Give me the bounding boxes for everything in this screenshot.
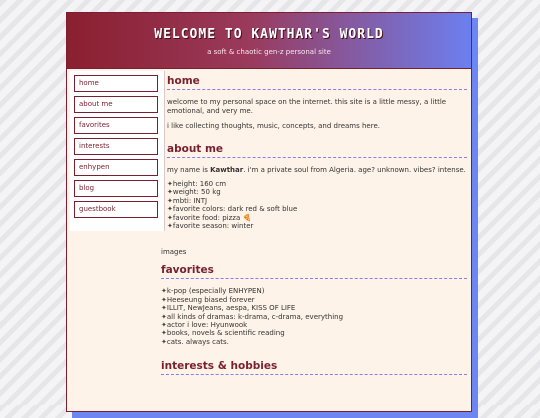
- about-intro-pre: my name is: [167, 166, 211, 174]
- list-item: ✦ favorite food: pizza 🍕: [167, 214, 467, 222]
- list-item: ✦ ILLIT, NewJeans, aespa, KISS OF LIFE: [161, 304, 467, 312]
- main-content: [161, 75, 467, 375]
- about-intro-name: Kawthar: [210, 166, 244, 174]
- list-item: ✦ all kinds of dramas: k-drama, c-drama, everything: [161, 313, 467, 321]
- about-intro: [167, 166, 467, 175]
- nav-item-interests[interactable]: interests: [74, 138, 158, 155]
- about-intro-post: . i'm a private soul from Algeria. age? unknown. vibes? intense.: [243, 166, 466, 174]
- site-header: [67, 13, 471, 69]
- nav-item-favorites[interactable]: favorites: [74, 117, 158, 134]
- list-item: ✦ weight: 50 kg: [167, 188, 467, 196]
- nav-item-blog[interactable]: blog: [74, 180, 158, 197]
- nav-item-guestbook[interactable]: guestbook: [74, 201, 158, 218]
- list-item: ✦ Heeseung biased forever: [161, 296, 467, 304]
- list-item: ✦ height: 160 cm: [167, 180, 467, 188]
- nav-item-about-me[interactable]: about me: [74, 96, 158, 113]
- site-title: WELCOME TO KAWTHAR'S WORLD: [154, 27, 384, 42]
- list-item: ✦ cats. always cats.: [161, 338, 467, 346]
- list-item: ✦ actor i love: Hyunwook: [161, 321, 467, 329]
- list-item: ✦ books, novels & scientific reading: [161, 329, 467, 337]
- nav-item-home[interactable]: home: [74, 75, 158, 92]
- list-item: ✦ mbti: INTJ: [167, 197, 467, 205]
- images-label: images: [161, 248, 187, 257]
- home-paragraph-2: i like collecting thoughts, music, concepts, and dreams here.: [167, 122, 380, 130]
- interests-section: [161, 360, 467, 375]
- list-item: ✦ favorite season: winter: [167, 222, 467, 230]
- section-title-about: about me: [167, 143, 467, 158]
- favorites-section: [161, 264, 467, 346]
- list-item: ✦ k-pop (especially ENHYPEN): [161, 287, 467, 295]
- site-subtitle: a soft & chaotic gen-z personal site: [207, 48, 331, 56]
- section-title-favorites: favorites: [161, 264, 467, 279]
- about-section: [167, 143, 467, 230]
- home-section: [167, 75, 467, 131]
- nav-item-enhypen[interactable]: enhypen: [74, 159, 158, 176]
- site-frame: [66, 12, 472, 412]
- sidebar-nav: [70, 71, 165, 231]
- section-title-interests: interests & hobbies: [161, 360, 467, 375]
- home-paragraph-1: welcome to my personal space on the internet. this site is a little messy, a little emotional, and very me.: [167, 98, 447, 115]
- favorites-list: [161, 287, 467, 346]
- list-item: ✦ favorite colors: dark red & soft blue: [167, 205, 467, 213]
- about-facts-list: [167, 180, 467, 230]
- section-title-home: home: [167, 75, 467, 90]
